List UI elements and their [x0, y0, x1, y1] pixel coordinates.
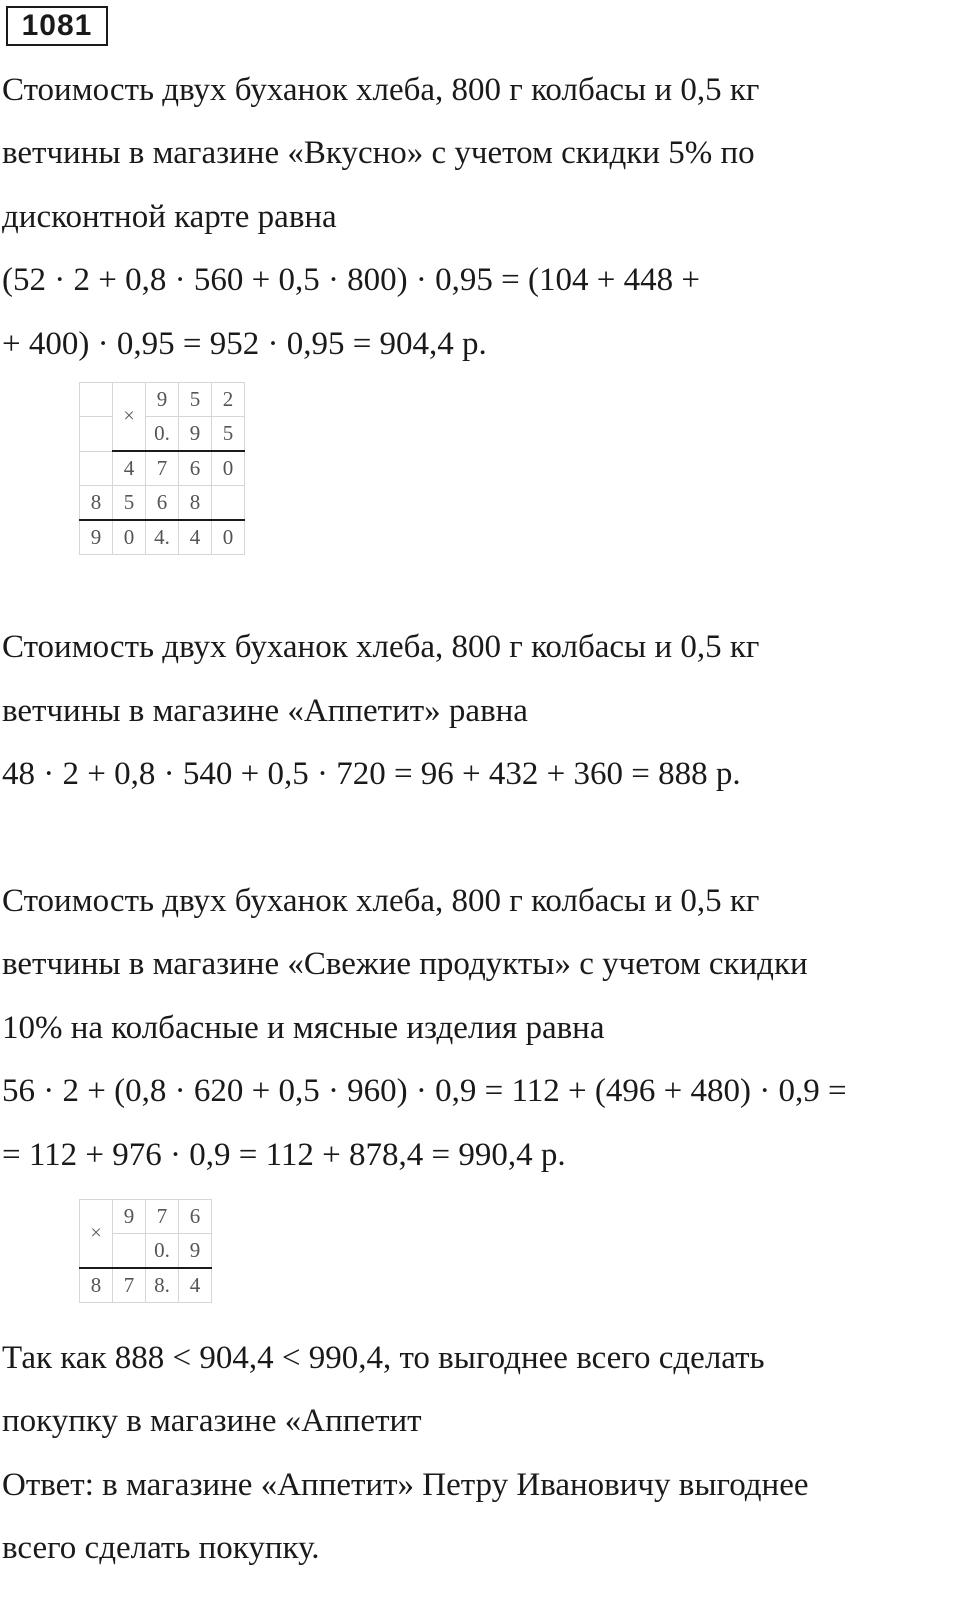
cell: 4.	[146, 520, 179, 555]
cell: 9	[179, 1234, 212, 1269]
section2-line2: ветчины в магазине «Аппетит» равна	[2, 693, 528, 729]
section1-formula-line1: (52 · 2 + 0,8 · 560 + 0,5 · 800) · 0,95 = (104 + 448 +	[2, 262, 700, 298]
cell: 8.	[146, 1268, 179, 1303]
cell: 8	[80, 486, 113, 521]
cell: 4	[179, 520, 212, 555]
cell: 4	[113, 451, 146, 486]
cell: 0	[212, 451, 245, 486]
section3-formula-line1: 56 · 2 + (0,8 · 620 + 0,5 · 960) · 0,9 = 112 + (496 + 480) · 0,9 =	[2, 1073, 847, 1109]
problem-number: 1081	[6, 6, 108, 46]
cell: 4	[179, 1268, 212, 1303]
answer-line1: Ответ: в магазине «Аппетит» Петру Ивановичу выгоднее	[2, 1467, 809, 1503]
cell	[80, 451, 113, 486]
section1-line1: Стоимость двух буханок хлеба, 800 г колбасы и 0,5 кг	[2, 72, 760, 108]
multiply-sign: ×	[80, 1200, 113, 1269]
cell: 8	[179, 486, 212, 521]
cell: 0.	[146, 417, 179, 452]
cell: 9	[113, 1200, 146, 1234]
cell: 5	[212, 417, 245, 452]
cell: 2	[212, 383, 245, 417]
cell: 0	[212, 520, 245, 555]
section3-line1: Стоимость двух буханок хлеба, 800 г колбасы и 0,5 кг	[2, 883, 760, 919]
cell: 6	[146, 486, 179, 521]
cell: 6	[179, 1200, 212, 1234]
cell: 9	[80, 520, 113, 555]
cell	[80, 383, 113, 417]
cell	[212, 486, 245, 521]
cell: 5	[113, 486, 146, 521]
cell: 7	[146, 1200, 179, 1234]
section2-formula: 48 · 2 + 0,8 · 540 + 0,5 · 720 = 96 + 432 + 360 = 888 р.	[2, 756, 741, 792]
multiplication-table-2	[79, 1199, 212, 1303]
multiplication-table-1	[79, 382, 245, 555]
cell: 9	[146, 383, 179, 417]
cell: 7	[146, 451, 179, 486]
section3-line2: ветчины в магазине «Свежие продукты» с учетом скидки	[2, 946, 808, 982]
section3-formula-line2: = 112 + 976 · 0,9 = 112 + 878,4 = 990,4 р.	[2, 1137, 566, 1173]
conclusion-line2: покупку в магазине «Аппетит	[2, 1403, 422, 1439]
section1-line2: ветчины в магазине «Вкусно» с учетом скидки 5% по	[2, 135, 755, 171]
cell: 0.	[146, 1234, 179, 1269]
answer-line2: всего сделать покупку.	[2, 1530, 320, 1566]
cell: 8	[80, 1268, 113, 1303]
cell: 9	[179, 417, 212, 452]
section2-line1: Стоимость двух буханок хлеба, 800 г колбасы и 0,5 кг	[2, 629, 760, 665]
cell	[80, 417, 113, 452]
multiply-sign: ×	[113, 383, 146, 452]
section3-line3: 10% на колбасные и мясные изделия равна	[2, 1010, 605, 1046]
cell: 7	[113, 1268, 146, 1303]
cell	[113, 1234, 146, 1269]
cell: 5	[179, 383, 212, 417]
section1-line3: дисконтной карте равна	[2, 199, 337, 235]
cell: 0	[113, 520, 146, 555]
section1-formula-line2: + 400) · 0,95 = 952 · 0,95 = 904,4 р.	[2, 326, 487, 362]
conclusion-line1: Так как 888 < 904,4 < 990,4, то выгоднее всего сделать	[2, 1340, 765, 1376]
cell: 6	[179, 451, 212, 486]
